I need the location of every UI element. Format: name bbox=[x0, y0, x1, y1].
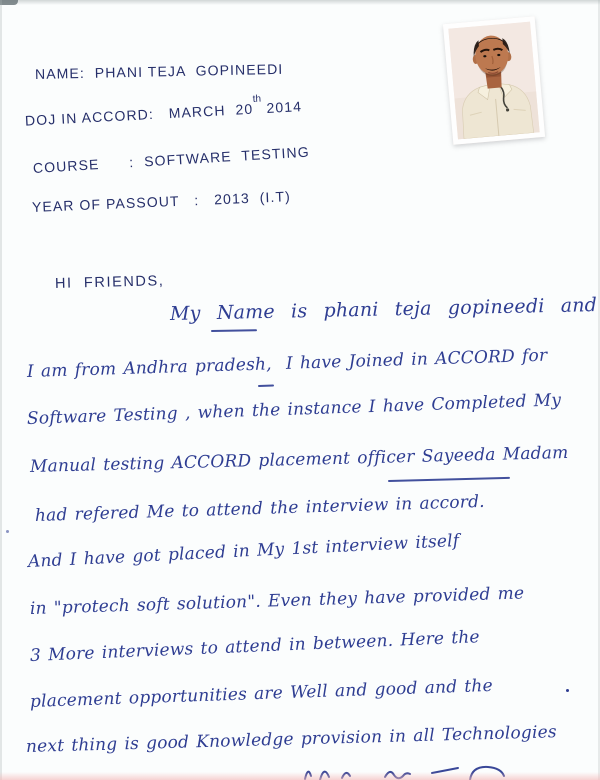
underline-name-mark bbox=[211, 329, 257, 332]
salutation: HI FRIENDS, bbox=[54, 273, 165, 292]
underline-sayeeda-mark bbox=[388, 477, 510, 482]
scan-corner-artifact bbox=[0, 0, 18, 5]
body-line: placement opportunities are Well and good and the bbox=[29, 675, 494, 712]
body-line: Manual testing ACCORD placement officer Sayeeda Madam bbox=[29, 442, 569, 477]
body-line: My Name is phani teja gopineedi and bbox=[169, 294, 598, 325]
scan-edge-top bbox=[0, 0, 600, 5]
student-portrait-image bbox=[448, 22, 539, 140]
doj-superscript: th bbox=[252, 93, 262, 106]
header-course-line: COURSE : SOFTWARE TESTING bbox=[32, 143, 311, 176]
body-line: And I have got placed in My 1st interview itself bbox=[27, 530, 460, 572]
body-line: 3 More interviews to attend in between. Here the bbox=[29, 627, 481, 666]
scan-edge-bottom bbox=[0, 772, 600, 780]
student-photo bbox=[443, 16, 545, 145]
doj-year: 2014 bbox=[261, 98, 303, 117]
body-line: Software Testing , when the instance I have Completed My bbox=[26, 390, 562, 429]
body-line: in "protech soft solution". Even they have provided me bbox=[29, 583, 525, 619]
scan-edge-left bbox=[0, 0, 2, 780]
body-line: next thing is good Knowledge provision in all Technologies bbox=[25, 722, 558, 757]
margin-ink-dot bbox=[6, 530, 9, 533]
body-line: had refered Me to attend the interview in accord. bbox=[34, 491, 486, 526]
stray-ink-dot bbox=[566, 689, 569, 692]
body-line: I am from Andhra pradesh, I have Joined in ACCORD for bbox=[26, 345, 548, 382]
underline-i-mark bbox=[258, 384, 274, 386]
header-passout-line: YEAR OF PASSOUT : 2013 (I.T) bbox=[31, 188, 292, 215]
header-doj-line bbox=[24, 93, 303, 129]
doj-prefix: DOJ IN ACCORD: MARCH 20 bbox=[24, 100, 254, 129]
header-name-line: NAME: PHANI TEJA GOPINEEDI bbox=[34, 60, 284, 82]
